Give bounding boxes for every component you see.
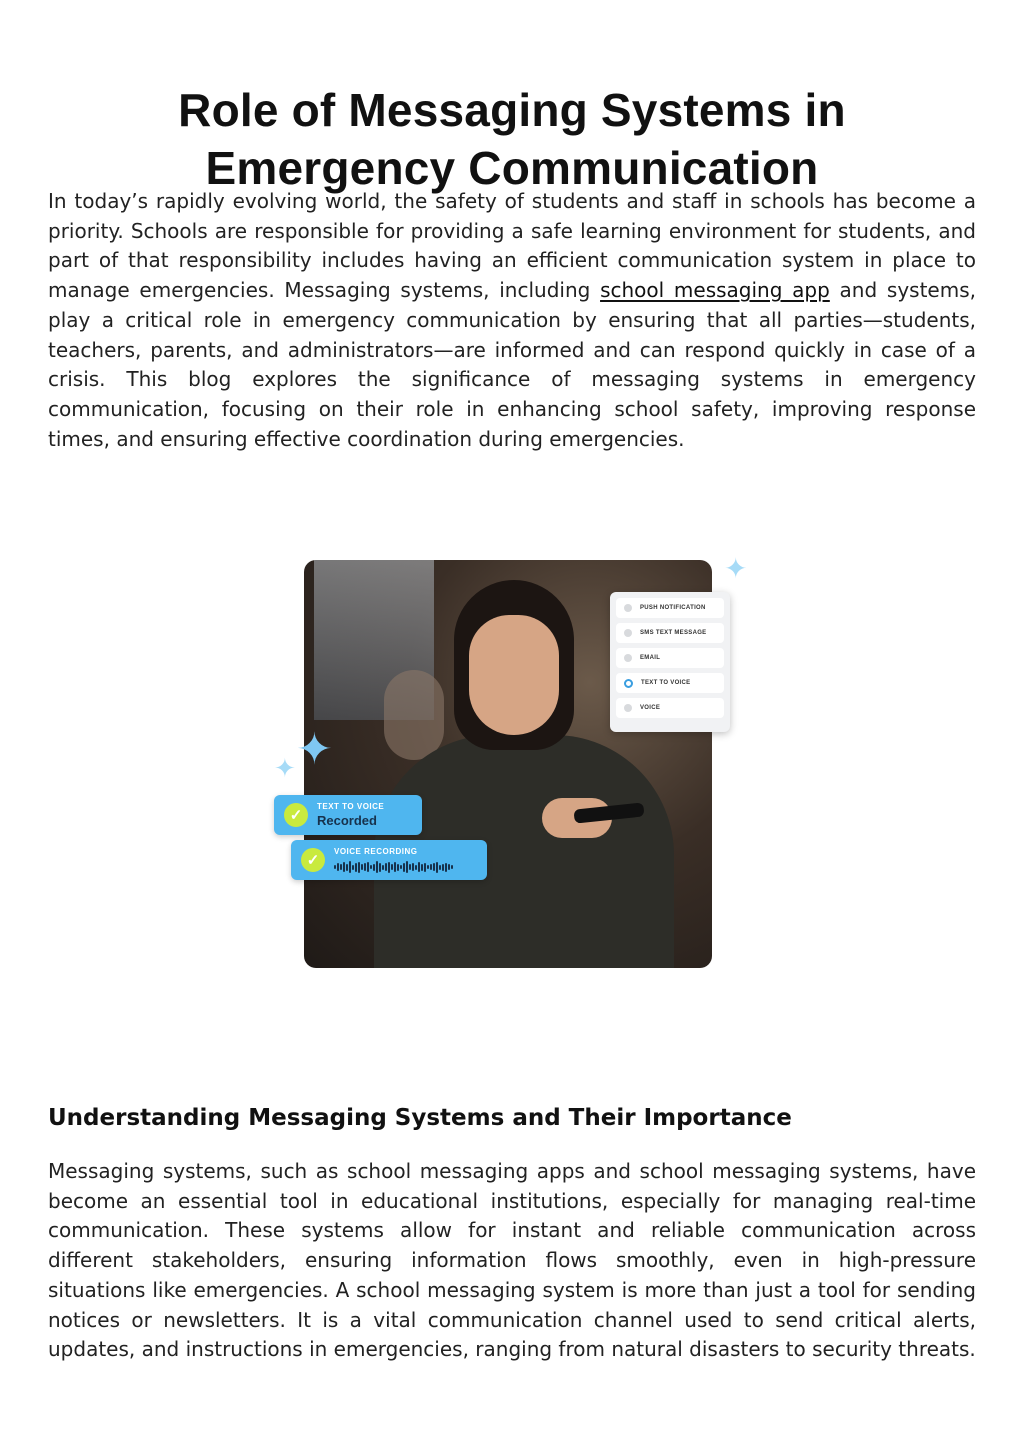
check-icon: ✓ bbox=[301, 848, 325, 872]
voice-recording-badge bbox=[291, 840, 487, 880]
waveform-bar bbox=[379, 863, 381, 872]
waveform-bar bbox=[352, 865, 354, 870]
section-heading: Understanding Messaging Systems and Their Importance bbox=[48, 1105, 792, 1131]
page-title-line-1: Role of Messaging Systems in bbox=[178, 83, 846, 136]
waveform-bar bbox=[397, 864, 399, 871]
check-icon: ✓ bbox=[284, 803, 308, 827]
waveform-bar bbox=[448, 864, 450, 870]
photo-person-face bbox=[469, 615, 559, 735]
waveform-bar bbox=[394, 862, 396, 872]
photo-background-person bbox=[384, 670, 444, 760]
page-title bbox=[0, 81, 1024, 197]
page-title-line-2: Emergency Communication bbox=[205, 141, 819, 194]
waveform-bar bbox=[445, 863, 447, 872]
option-voice bbox=[616, 698, 724, 718]
waveform-bar bbox=[388, 862, 390, 873]
waveform-bar bbox=[391, 864, 393, 870]
waveform-bar bbox=[373, 864, 375, 871]
school-messaging-app-link[interactable]: school messaging app bbox=[600, 278, 830, 303]
waveform-bar bbox=[367, 862, 369, 872]
waveform-bar bbox=[370, 865, 372, 869]
waveform-bar bbox=[451, 865, 453, 869]
radio-dot-icon bbox=[624, 629, 632, 637]
waveform-bar bbox=[346, 864, 348, 871]
option-text-to-voice bbox=[616, 673, 724, 693]
badge-caption: VOICE RECORDING bbox=[334, 847, 418, 856]
intro-text-before-link: In today’s rapidly evolving world, the safety of students and staff in schools has become a priority. Schools are responsible for providing a safe learning environment for students, and part of that responsibility includes having an efficient communication system in place to manage emergencies. Messaging systems, including bbox=[48, 189, 976, 303]
channel-options-panel bbox=[610, 592, 730, 732]
radio-dot-icon bbox=[624, 604, 632, 612]
waveform-bar bbox=[436, 862, 438, 873]
badge-status: Recorded bbox=[317, 813, 377, 828]
waveform-bar bbox=[427, 865, 429, 869]
waveform-bar bbox=[433, 863, 435, 871]
sparkle-icon: ✦ bbox=[274, 754, 296, 784]
waveform-bar bbox=[442, 864, 444, 871]
intro-paragraph bbox=[48, 187, 976, 454]
waveform-bar bbox=[403, 863, 405, 872]
option-label: VOICE bbox=[640, 705, 661, 711]
waveform-bar bbox=[358, 862, 360, 873]
option-email bbox=[616, 648, 724, 668]
option-label: TEXT TO VOICE bbox=[641, 680, 691, 686]
waveform-bar bbox=[349, 861, 351, 873]
radio-selected-icon bbox=[624, 679, 633, 688]
option-sms-text-message bbox=[616, 623, 724, 643]
waveform-bar bbox=[334, 865, 336, 869]
option-label: SMS TEXT MESSAGE bbox=[640, 630, 707, 636]
waveform-bar bbox=[421, 864, 423, 871]
sparkle-icon: ✦ bbox=[724, 552, 748, 585]
badge-caption: TEXT TO VOICE bbox=[317, 802, 385, 811]
waveform-bar bbox=[343, 862, 345, 872]
waveform-bar bbox=[340, 864, 342, 870]
option-label: PUSH NOTIFICATION bbox=[640, 605, 706, 611]
intro-text-after-link: and systems, play a critical role in emergency communication by ensuring that all parties—students, teachers, parents, and administrators—are informed and can respond quickly in case of a crisis. This blog explores the significance of messaging systems in emergency communication, focusing on their role in enhancing school safety, improving response times, and ensuring effective coordination during emergencies. bbox=[48, 278, 976, 451]
radio-dot-icon bbox=[624, 654, 632, 662]
waveform-bar bbox=[439, 865, 441, 870]
text-to-voice-badge bbox=[274, 795, 422, 835]
waveform-bar bbox=[382, 865, 384, 870]
waveform-bar bbox=[409, 864, 411, 870]
waveform-bar bbox=[385, 863, 387, 871]
option-label: EMAIL bbox=[640, 655, 661, 661]
waveform-bar bbox=[376, 861, 378, 873]
option-push-notification bbox=[616, 598, 724, 618]
section-paragraph: Messaging systems, such as school messaging apps and school messaging systems, have become an essential tool in educational institutions, especially for managing real-time communication. These systems allow for instant and reliable communication across different stakeholders, ensuring information flows smoothly, even in high-pressure situations like emergencies. A school messaging system is more than just a tool for sending notices or newsletters. It is a vital communication channel used to send critical alerts, updates, and instructions in emergencies, ranging from natural disasters to security threats. bbox=[48, 1159, 976, 1362]
waveform-bar bbox=[415, 865, 417, 870]
waveform-bar bbox=[406, 861, 408, 873]
waveform-bar bbox=[418, 862, 420, 872]
waveform-bar bbox=[400, 865, 402, 869]
waveform-bar bbox=[412, 863, 414, 871]
sparkle-icon: ✦ bbox=[296, 724, 333, 775]
waveform-bar bbox=[355, 863, 357, 872]
waveform-bar bbox=[364, 863, 366, 871]
waveform-bar bbox=[424, 863, 426, 872]
waveform-bar bbox=[361, 864, 363, 870]
waveform-bar bbox=[337, 863, 339, 871]
radio-dot-icon bbox=[624, 704, 632, 712]
waveform-bar bbox=[430, 864, 432, 870]
audio-waveform-icon bbox=[334, 861, 474, 873]
